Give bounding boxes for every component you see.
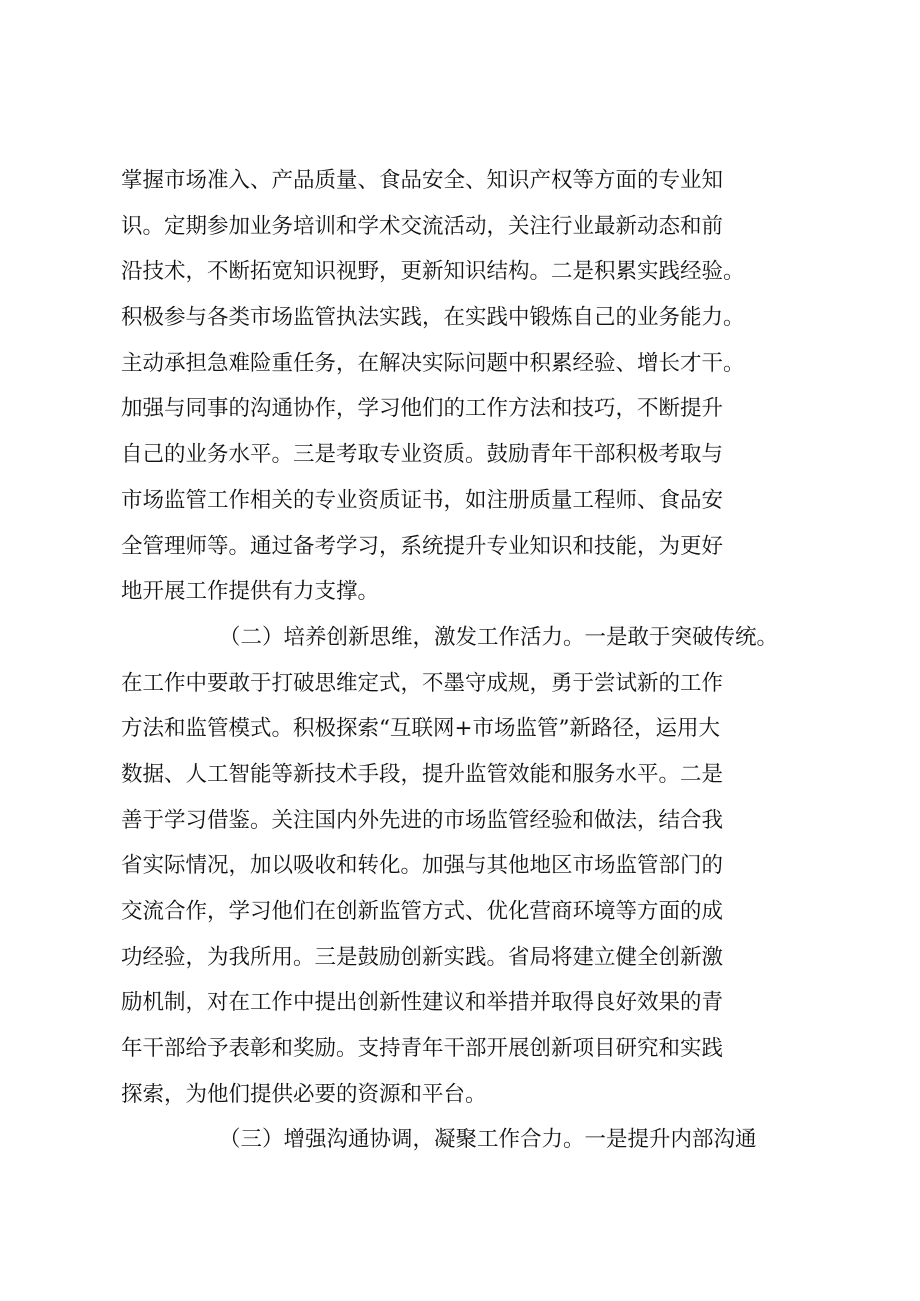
text-line: 积极参与各类市场监管执法实践，在实践中锻炼自己的业务能力。 <box>121 305 745 331</box>
section-heading-line: （二）培养创新思维，激发工作活力。一是敢于突破传统。 <box>219 624 779 650</box>
text-line: 善于学习借鉴。关注国内外先进的市场监管经验和做法，结合我 <box>121 807 724 833</box>
text-line: 交流合作，学习他们在创新监管方式、优化营商环境等方面的成 <box>121 899 724 924</box>
text-line: 市场监管工作相关的专业资质证书，如注册质量工程师、食品安 <box>121 487 724 513</box>
text-line: 识。定期参加业务培训和学术交流活动，关注行业最新动态和前 <box>121 213 724 239</box>
text-line: 省实际情况，加以吸收和转化。加强与其他地区市场监管部门的 <box>121 853 724 879</box>
text-line: 在工作中要敢于打破思维定式，不墨守成规，勇于尝试新的工作 <box>121 670 724 696</box>
text-line: 地开展工作提供有力支撑。 <box>121 579 380 605</box>
text-line: 加强与同事的沟通协作，学习他们的工作方法和技巧，不断提升 <box>121 396 724 422</box>
section-heading-line: （三）增强沟通协调，凝聚工作合力。一是提升内部沟通 <box>219 1127 757 1153</box>
text-line: 主动承担急难险重任务，在解决实际问题中积累经验、增长才干。 <box>121 350 745 376</box>
text-line: 数据、人工智能等新技术手段，提升监管效能和服务水平。二是 <box>121 761 724 787</box>
text-line: 方法和监管模式。积极探索“互联网+市场监管”新路径，运用大 <box>121 716 721 742</box>
text-line: 自己的业务水平。三是考取专业资质。鼓励青年干部积极考取与 <box>121 442 724 468</box>
text-line: 年干部给予表彰和奖励。支持青年干部开展创新项目研究和实践 <box>121 1036 724 1062</box>
text-line: 功经验，为我所用。三是鼓励创新实践。省局将建立健全创新激 <box>121 944 724 970</box>
text-line: 全管理师等。通过备考学习，系统提升专业知识和技能，为更好 <box>121 533 724 559</box>
text-line: 探索，为他们提供必要的资源和平台。 <box>121 1081 487 1107</box>
text-line: 掌握市场准入、产品质量、食品安全、知识产权等方面的专业知 <box>121 168 724 193</box>
text-line: 沿技术，不断拓宽知识视野，更新知识结构。二是积累实践经验。 <box>121 259 745 285</box>
body-text <box>121 158 811 1163</box>
text-line: 励机制，对在工作中提出创新性建议和举措并取得良好效果的青 <box>121 990 724 1016</box>
